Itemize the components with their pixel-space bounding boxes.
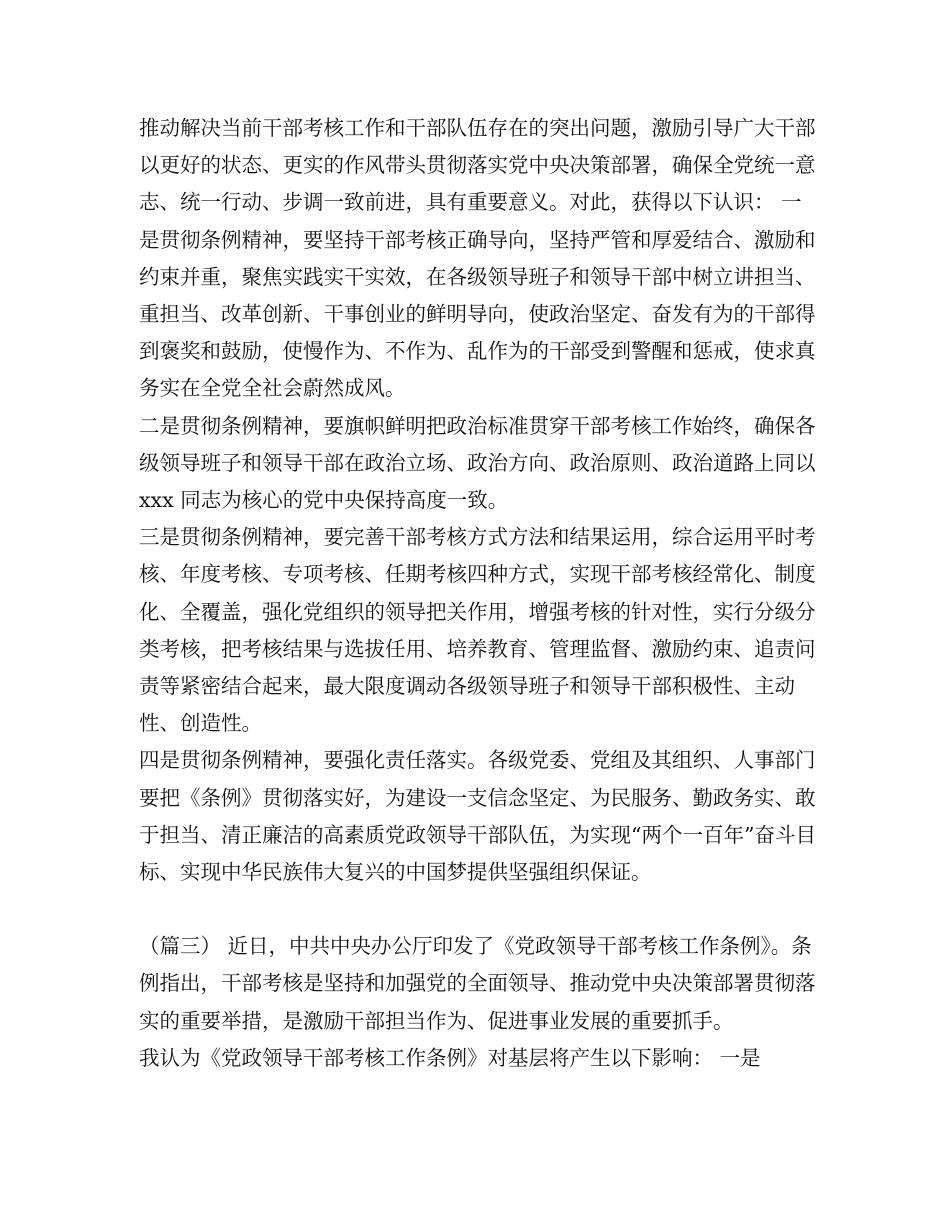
paragraph-6: 我认为《党政领导干部考核工作条例》对基层将产生以下影响： 一是 xyxy=(139,1045,761,1070)
section-spacer xyxy=(139,891,819,928)
paragraph-1: 推动解决当前干部考核工作和干部队伍存在的突出问题，激励引导广大干部以更好的状态、更实的作风带头贯彻落实党中央决策部署，确保全党统一意志、统一行动、步调一致前进，具有重要意义。对此，获得以下认识： 一是贯彻条例精神，要坚持干部考核正确导向，坚持严管和厚爱结合、激励和约束并重，聚焦实践实干实效，在各级领导班子和领导干部中树立讲担当、重担当、改革创新、干事创业的鲜明导向，使政治坚定、奋发有为的干部得到褒奖和鼓励，使慢作为、不作为、乱作为的干部受到警醒和惩戒，使求真务实在全党全社会蔚然成风。 xyxy=(139,116,816,401)
document-body xyxy=(139,110,819,1077)
paragraph-4: 四是贯彻条例精神，要强化责任落实。各级党委、党组及其组织、人事部门要把《条例》贯彻落实好，为建设一支信念坚定、为民服务、勤政务实、敢于担当、清正廉洁的高素质党政领导干部队伍，为实现“两个一百年”奋斗目标、实现中华民族伟大复兴的中国梦提供坚强组织保证。 xyxy=(139,748,816,885)
paragraph-2: 二是贯彻条例精神，要旗帜鲜明把政治标准贯穿干部考核工作始终，确保各级领导班子和领导干部在政治立场、政治方向、政治原则、政治道路上同以 xxx 同志为核心的党中央保持高度一致。 xyxy=(139,413,816,513)
paragraph-5: （篇三） 近日，中共中央办公厅印发了《党政领导干部考核工作条例》。条例指出，干部考核是坚持和加强党的全面领导、推动党中央决策部署贯彻落实的重要举措，是激励干部担当作为、促进事业发展的重要抓手。 xyxy=(139,934,816,1033)
paragraph-3: 三是贯彻条例精神，要完善干部考核方式方法和结果运用，综合运用平时考核、年度考核、专项考核、任期考核四种方式，实现干部考核经常化、制度化、全覆盖，强化党组织的领导把关作用，增强考核的针对性，实行分级分类考核，把考核结果与选拔任用、培养教育、管理监督、激励约束、追责问责等紧密结合起来，最大限度调动各级领导班子和领导干部积极性、主动性、创造性。 xyxy=(139,525,816,736)
